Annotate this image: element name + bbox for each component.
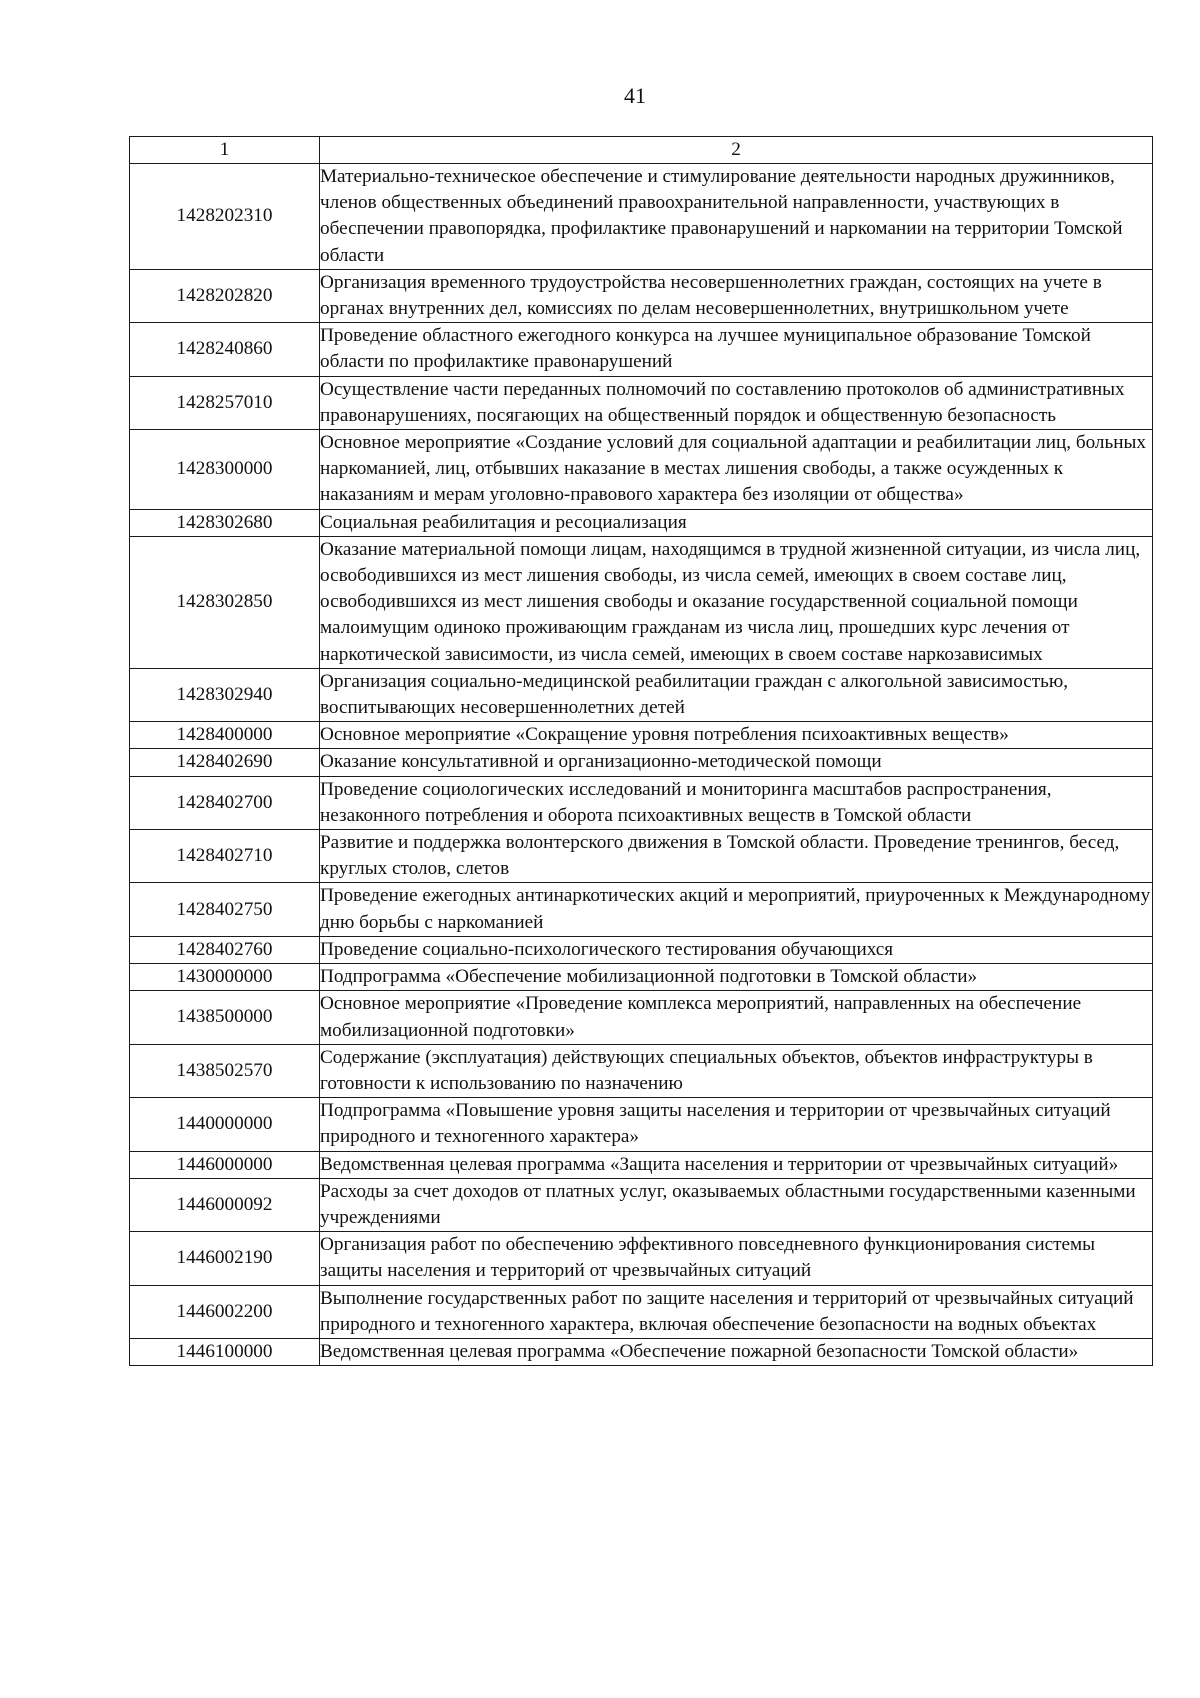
row-description: Оказание консультативной и организационно-методической помощи: [320, 749, 1153, 776]
row-code: 1428402690: [130, 749, 320, 776]
table-row: [130, 830, 1153, 883]
row-code: 1428302940: [130, 668, 320, 721]
table-row: [130, 991, 1153, 1044]
row-description: Организация работ по обеспечению эффективного повседневного функционирования системы защиты населения и территорий от чрезвычайных ситуаций: [320, 1232, 1153, 1285]
table-row: [130, 430, 1153, 510]
row-description: Проведение ежегодных антинаркотических акций и мероприятий, приуроченных к Международному дню борьбы с наркоманией: [320, 883, 1153, 936]
table-row: [130, 1098, 1153, 1151]
row-code: 1446000092: [130, 1178, 320, 1231]
table-row: [130, 1232, 1153, 1285]
row-code: 1428302680: [130, 509, 320, 536]
row-code: 1428402760: [130, 936, 320, 963]
table-row: [130, 269, 1153, 322]
table-row: [130, 1338, 1153, 1365]
row-code: 1428400000: [130, 722, 320, 749]
row-description: Основное мероприятие «Создание условий для социальной адаптации и реабилитации лиц, больных наркоманией, лиц, отбывших наказание в местах лишения свободы, а также осужденных к наказаниям и мерам уголовно-правового характера без изоляции от общества»: [320, 430, 1153, 510]
column-header-code: 1: [130, 137, 320, 164]
table-row: [130, 964, 1153, 991]
row-code: 1428300000: [130, 430, 320, 510]
table-row: [130, 376, 1153, 429]
row-description: Проведение социологических исследований и мониторинга масштабов распространения, незаконного потребления и оборота психоактивных веществ в Томской области: [320, 776, 1153, 829]
row-code: 1438500000: [130, 991, 320, 1044]
table-row: [130, 1285, 1153, 1338]
table-row: [130, 776, 1153, 829]
table-row: [130, 509, 1153, 536]
row-code: 1430000000: [130, 964, 320, 991]
column-header-description: 2: [320, 137, 1153, 164]
table-body: [130, 164, 1153, 1366]
table-row: [130, 749, 1153, 776]
row-description: Социальная реабилитация и ресоциализация: [320, 509, 1153, 536]
row-code: 1428202310: [130, 164, 320, 270]
table-header: [130, 137, 1153, 164]
row-description: Основное мероприятие «Проведение комплекса мероприятий, направленных на обеспечение мобилизационной подготовки»: [320, 991, 1153, 1044]
row-code: 1428257010: [130, 376, 320, 429]
row-description: Развитие и поддержка волонтерского движения в Томской области. Проведение тренингов, бесед, круглых столов, слетов: [320, 830, 1153, 883]
row-code: 1440000000: [130, 1098, 320, 1151]
row-code: 1446002190: [130, 1232, 320, 1285]
row-description: Расходы за счет доходов от платных услуг, оказываемых областными государственными казенными учреждениями: [320, 1178, 1153, 1231]
row-description: Основное мероприятие «Сокращение уровня потребления психоактивных веществ»: [320, 722, 1153, 749]
row-description: Организация временного трудоустройства несовершеннолетних граждан, состоящих на учете в органах внутренних дел, комиссиях по делам несовершеннолетних, внутришкольном учете: [320, 269, 1153, 322]
table-row: [130, 323, 1153, 376]
row-code: 1438502570: [130, 1044, 320, 1097]
row-description: Организация социально-медицинской реабилитации граждан с алкогольной зависимостью, воспитывающих несовершеннолетних детей: [320, 668, 1153, 721]
row-code: 1446002200: [130, 1285, 320, 1338]
header-row: [130, 137, 1153, 164]
row-description: Подпрограмма «Обеспечение мобилизационной подготовки в Томской области»: [320, 964, 1153, 991]
budget-codes-table: [129, 136, 1153, 1366]
row-description: Выполнение государственных работ по защите населения и территорий от чрезвычайных ситуаций природного и техногенного характера, включая обеспечение безопасности на водных объектах: [320, 1285, 1153, 1338]
row-description: Проведение социально-психологического тестирования обучающихся: [320, 936, 1153, 963]
row-code: 1428302850: [130, 536, 320, 668]
row-code: 1428402710: [130, 830, 320, 883]
row-code: 1428240860: [130, 323, 320, 376]
row-code: 1428202820: [130, 269, 320, 322]
row-description: Материально-техническое обеспечение и стимулирование деятельности народных дружинников, членов общественных объединений правоохранительной направленности, участвующих в обеспечении правопорядка, профилактике правонарушений и наркомании на территории Томской области: [320, 164, 1153, 270]
table-row: [130, 1178, 1153, 1231]
table-row: [130, 936, 1153, 963]
row-description: Осуществление части переданных полномочий по составлению протоколов об административных правонарушениях, посягающих на общественный порядок и общественную безопасность: [320, 376, 1153, 429]
page-number: 41: [624, 83, 646, 108]
row-description: Подпрограмма «Повышение уровня защиты населения и территории от чрезвычайных ситуаций природного и техногенного характера»: [320, 1098, 1153, 1151]
table-row: [130, 668, 1153, 721]
table-row: [130, 536, 1153, 668]
row-code: 1428402700: [130, 776, 320, 829]
table-row: [130, 1044, 1153, 1097]
table-row: [130, 722, 1153, 749]
table-row: [130, 164, 1153, 270]
table-row: [130, 1151, 1153, 1178]
row-description: Содержание (эксплуатация) действующих специальных объектов, объектов инфраструктуры в готовности к использованию по назначению: [320, 1044, 1153, 1097]
row-description: Проведение областного ежегодного конкурса на лучшее муниципальное образование Томской области по профилактике правонарушений: [320, 323, 1153, 376]
row-description: Оказание материальной помощи лицам, находящимся в трудной жизненной ситуации, из числа лиц, освободившихся из мест лишения свободы, из числа семей, имеющих в своем составе лиц, освободившихся из мест лишения свободы и оказание государственной социальной помощи малоимущим одиноко проживающим гражданам из числа лиц, прошедших курс лечения от наркотической зависимости, из числа семей, имеющих в своем составе наркозависимых: [320, 536, 1153, 668]
row-code: 1446000000: [130, 1151, 320, 1178]
row-code: 1446100000: [130, 1338, 320, 1365]
row-code: 1428402750: [130, 883, 320, 936]
row-description: Ведомственная целевая программа «Защита населения и территории от чрезвычайных ситуаций»: [320, 1151, 1153, 1178]
table-row: [130, 883, 1153, 936]
row-description: Ведомственная целевая программа «Обеспечение пожарной безопасности Томской области»: [320, 1338, 1153, 1365]
